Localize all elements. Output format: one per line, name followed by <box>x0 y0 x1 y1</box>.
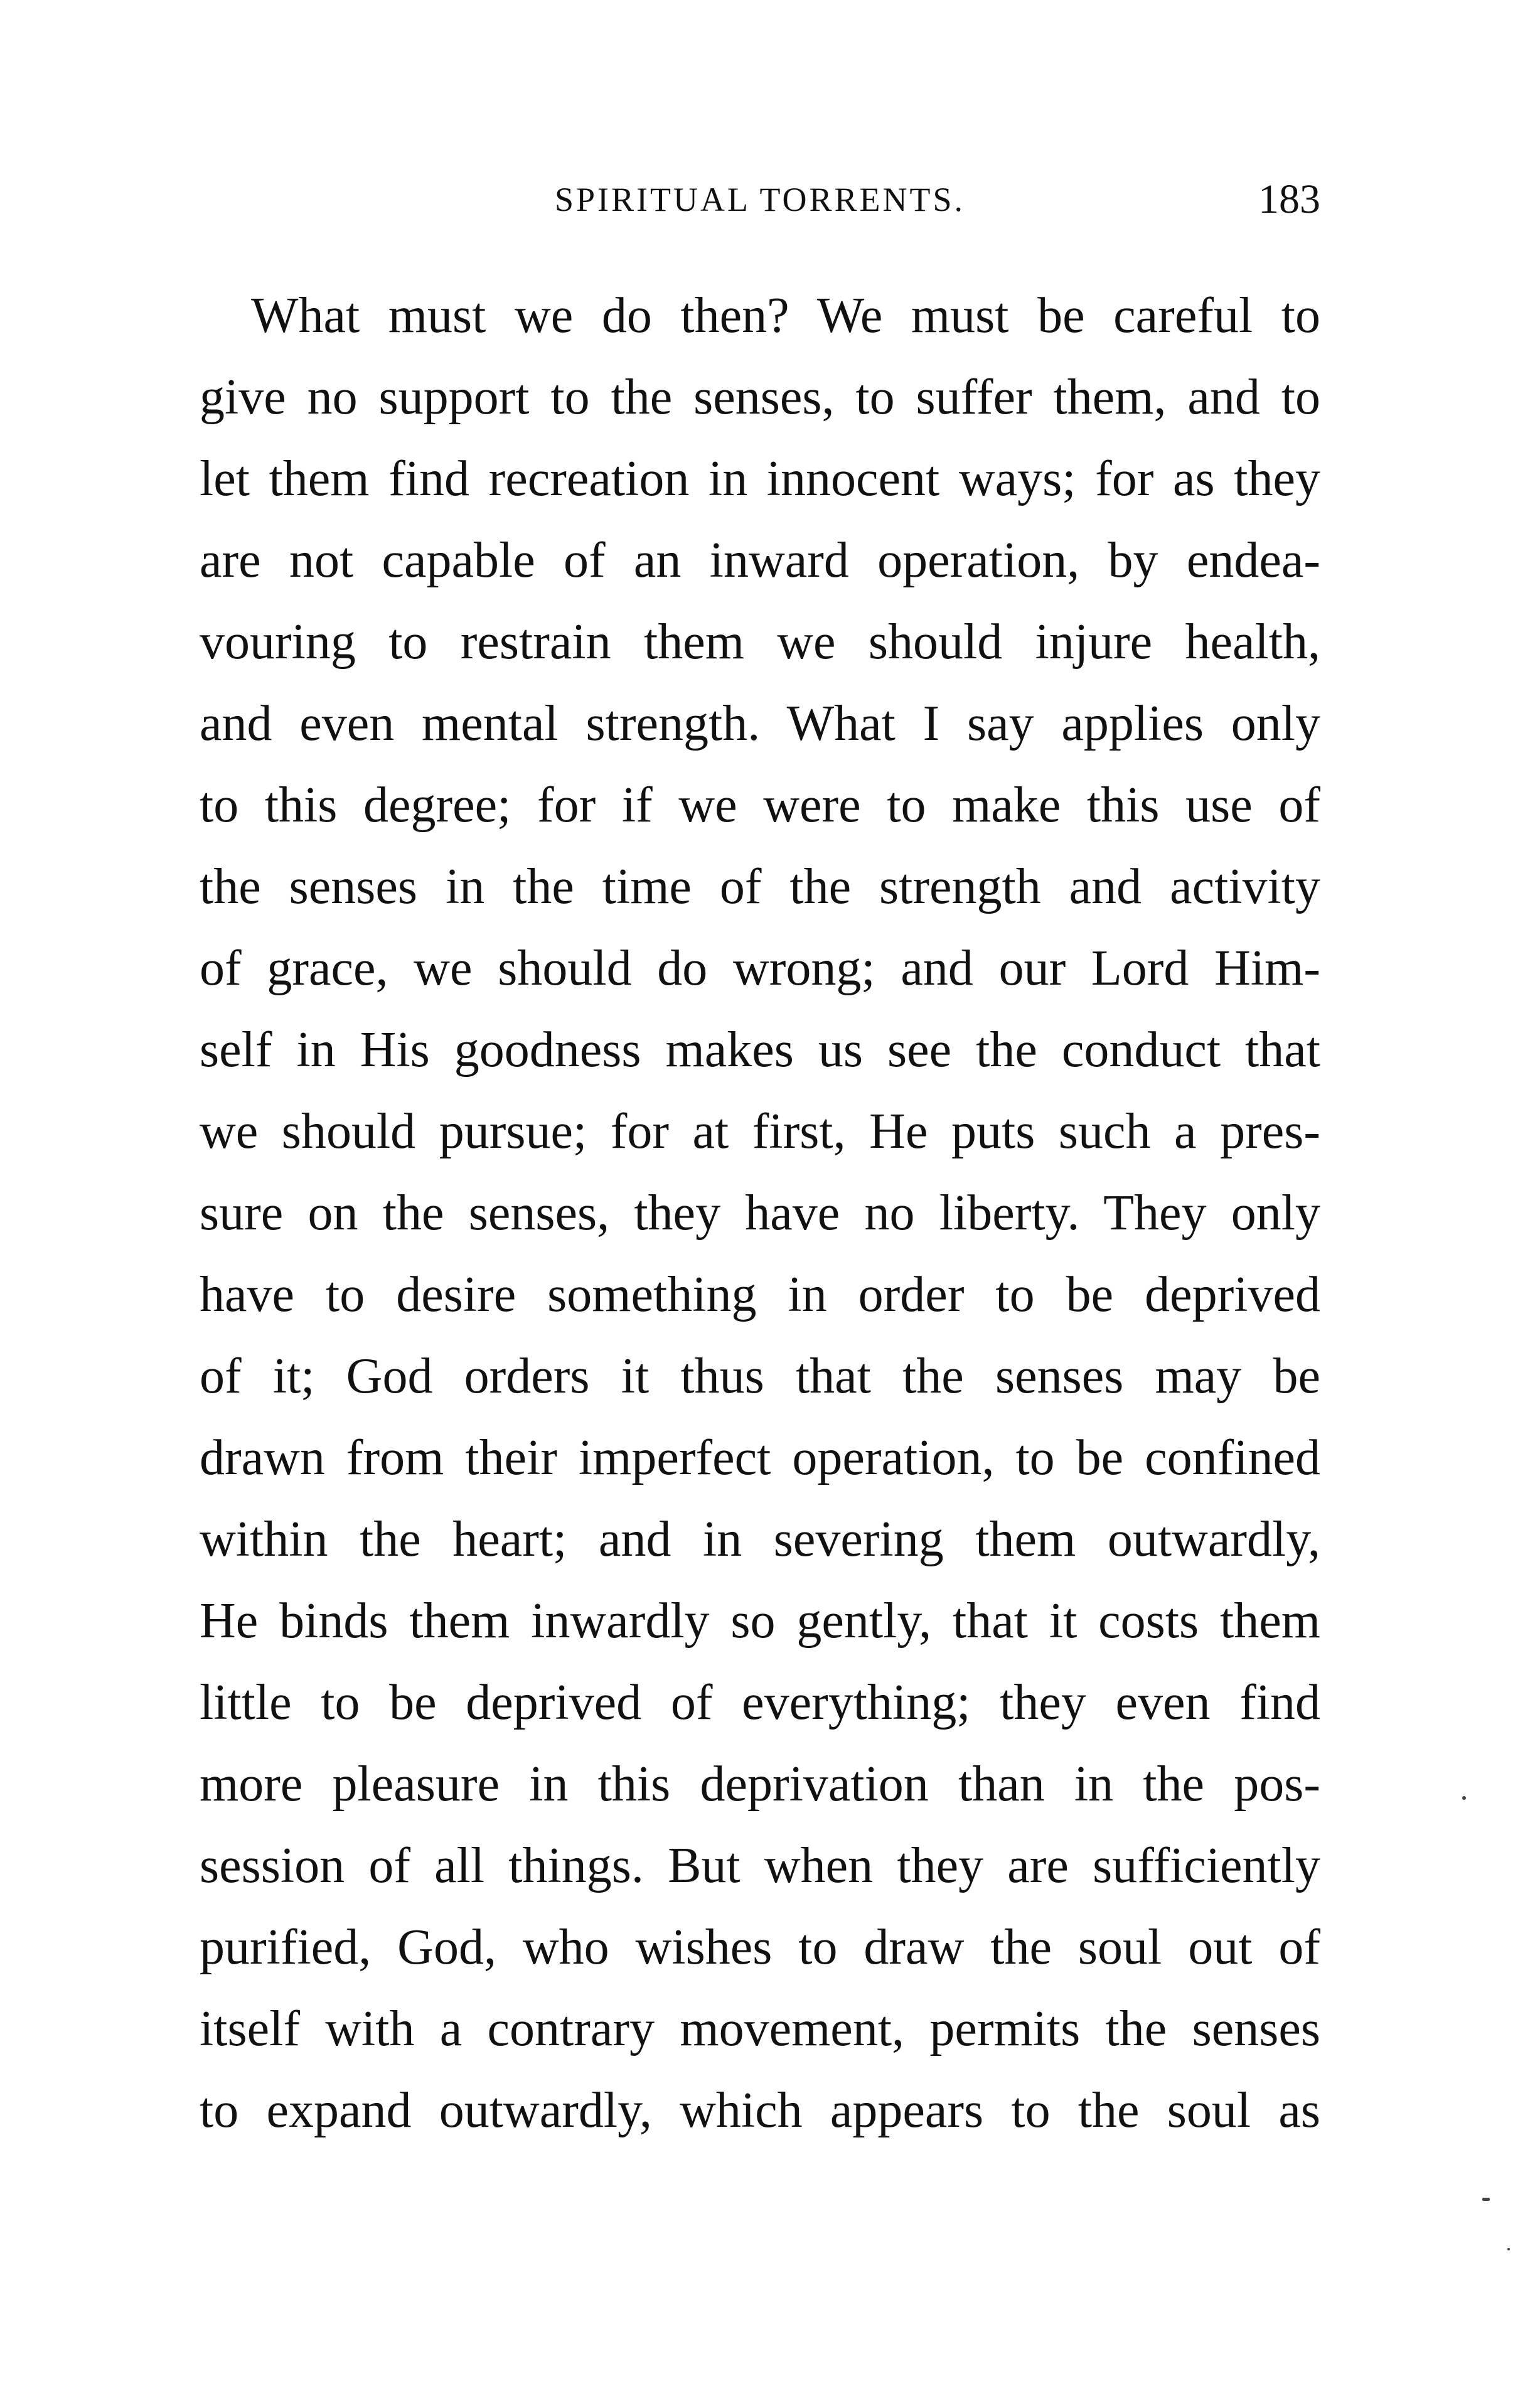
text-line: sure on the senses, they have no liberty. They only <box>200 1185 1320 1241</box>
text-line: give no support to the senses, to suffer them, and to <box>200 370 1320 425</box>
scan-speck <box>1507 2248 1510 2250</box>
page-number: 183 <box>1258 176 1320 222</box>
text-line: What must we do then? We must be careful to <box>251 288 1320 343</box>
text-line: itself with a contrary movement, permits the senses <box>200 2001 1320 2057</box>
scan-speck <box>1462 1796 1466 1800</box>
text-line: within the heart; and in severing them outwardly, <box>200 1512 1320 1567</box>
text-line: little to be deprived of everything; they even find <box>200 1675 1320 1730</box>
text-line: to this degree; for if we were to make this use of <box>200 778 1320 833</box>
scan-speck <box>1482 2198 1490 2201</box>
body-text <box>200 275 1320 2151</box>
text-line: have to desire something in order to be deprived <box>200 1267 1320 1322</box>
text-line: drawn from their imperfect operation, to be confined <box>200 1430 1320 1485</box>
text-line: vouring to restrain them we should injure health, <box>200 614 1320 670</box>
text-line: purified, God, who wishes to draw the soul out of <box>200 1920 1320 1975</box>
text-line: He binds them inwardly so gently, that it costs them <box>200 1593 1320 1649</box>
text-line: session of all things. But when they are sufficiently <box>200 1838 1320 1893</box>
text-line: we should pursue; for at first, He puts such a pres- <box>200 1104 1320 1159</box>
running-head <box>200 168 1320 231</box>
running-title: SPIRITUAL TORRENTS. <box>554 181 966 218</box>
text-line: self in His goodness makes us see the conduct that <box>200 1022 1320 1078</box>
text-line: are not capable of an inward operation, by endea- <box>200 533 1320 588</box>
text-line: of grace, we should do wrong; and our Lord Him- <box>200 941 1320 996</box>
text-line: of it; God orders it thus that the senses may be <box>200 1349 1320 1404</box>
text-line: let them find recreation in innocent ways; for as they <box>200 451 1320 506</box>
text-line: to expand outwardly, which appears to the soul as <box>200 2083 1320 2138</box>
text-line: and even mental strength. What I say applies only <box>200 696 1320 751</box>
text-line: the senses in the time of the strength and activity <box>200 859 1320 914</box>
text-line: more pleasure in this deprivation than in the pos- <box>200 1757 1320 1812</box>
